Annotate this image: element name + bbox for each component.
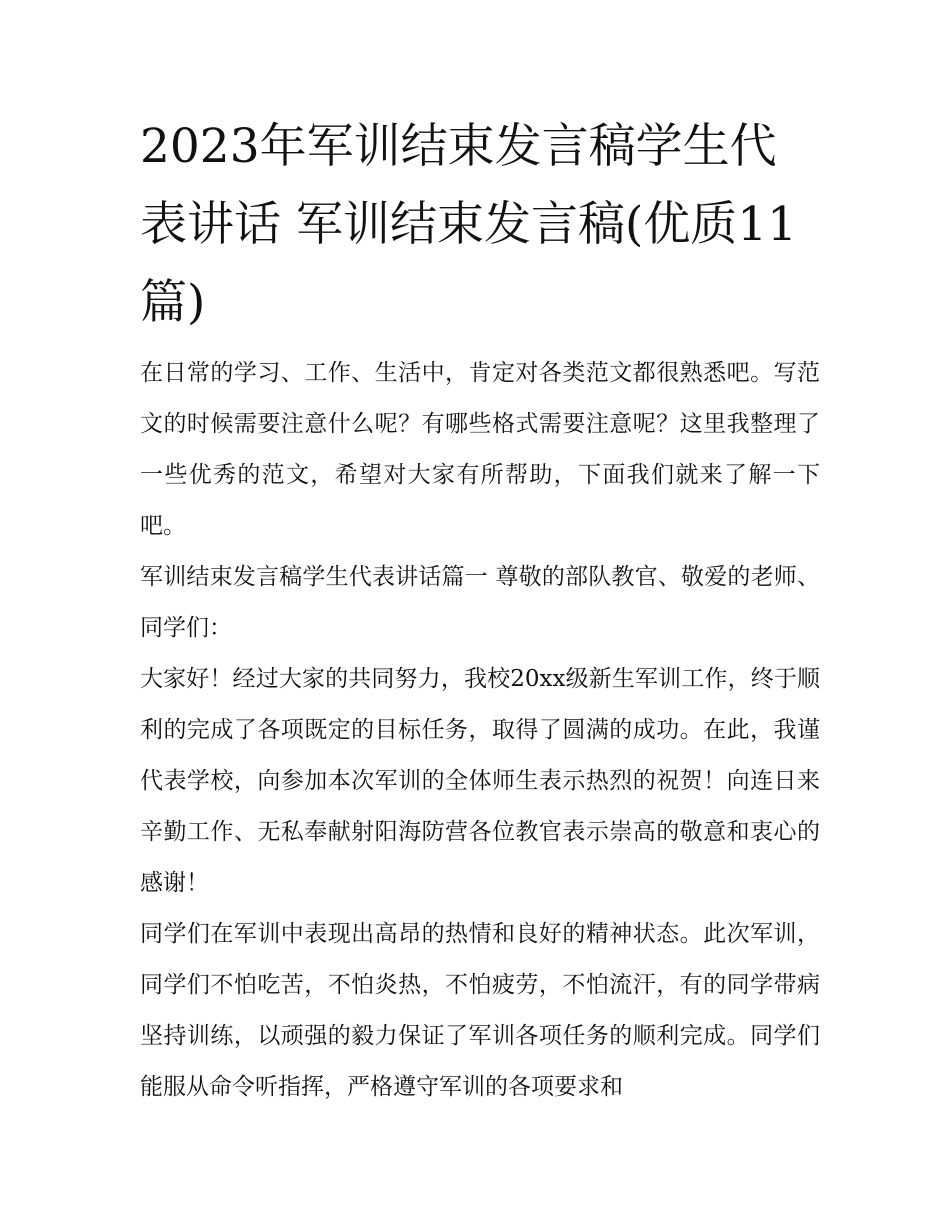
document-body bbox=[140, 108, 820, 1113]
paragraph-greeting: 大家好！经过大家的共同努力，我校20xx级新生军训工作，终于顺利的完成了各项既定的目标任务，取得了圆满的成功。在此，我谨代表学校，向参加本次军训的全体师生表示热烈的祝贺！向连日来辛勤工作、无私奉献射阳海防营各位教官表示崇高的敬意和衷心的感谢！ bbox=[140, 666, 820, 896]
paragraph-performance: 同学们在军训中表现出高昂的热情和良好的精神状态。此次军训，同学们不怕吃苦，不怕炎热，不怕疲劳，不怕流汗，有的同学带病坚持训练，以顽强的毅力保证了军训各项任务的顺利完成。同学们能服从命令听指挥，严格遵守军训的各项要求和 bbox=[140, 921, 820, 1100]
document-title: 2023年军训结束发言稿学生代表讲话 军训结束发言稿(优质11篇) bbox=[140, 119, 798, 330]
paragraph-heading-salutation: 军训结束发言稿学生代表讲话篇一 尊敬的部队教官、敬爱的老师、同学们： bbox=[140, 564, 820, 641]
paragraph-intro: 在日常的学习、工作、生活中，肯定对各类范文都很熟悉吧。写范文的时候需要注意什么呢？有哪些格式需要注意呢？这里我整理了一些优秀的范文，希望对大家有所帮助，下面我们就来了解一下吧。 bbox=[140, 360, 820, 539]
